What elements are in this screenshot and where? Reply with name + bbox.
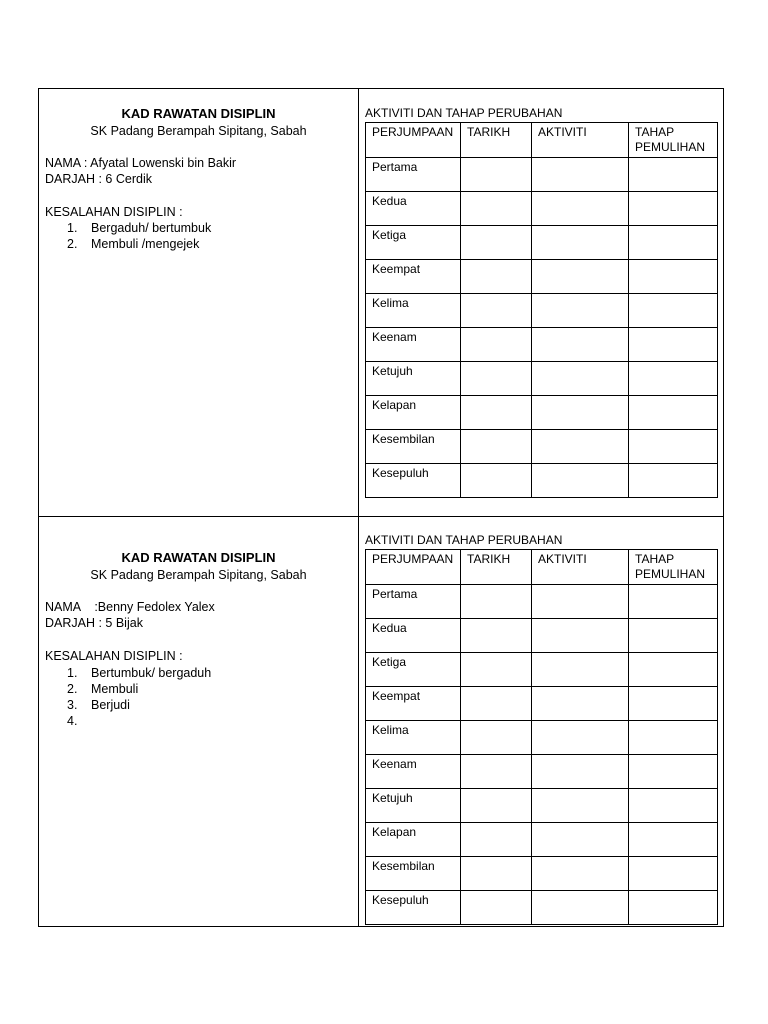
- table-row: [366, 362, 718, 396]
- meeting-label: Ketiga: [366, 653, 461, 687]
- activity-cell[interactable]: [532, 653, 629, 687]
- table-row: [366, 294, 718, 328]
- offence-item: 4.: [67, 714, 78, 728]
- date-cell[interactable]: [461, 823, 532, 857]
- recovery-cell[interactable]: [629, 891, 718, 925]
- column-header: TARIKH: [461, 550, 532, 585]
- student-info-panel: [39, 517, 358, 927]
- meeting-label: Ketujuh: [366, 789, 461, 823]
- activity-cell[interactable]: [532, 891, 629, 925]
- date-cell[interactable]: [461, 294, 532, 328]
- card-title: KAD RAWATAN DISIPLIN: [121, 106, 276, 121]
- meeting-label: Kesembilan: [366, 430, 461, 464]
- offence-item: 1. Bergaduh/ bertumbuk: [67, 221, 212, 235]
- column-header: PERJUMPAAN: [366, 123, 461, 158]
- activity-cell[interactable]: [532, 464, 629, 498]
- meeting-label: Kedua: [366, 192, 461, 226]
- table-title: AKTIVITI DAN TAHAP PERUBAHAN: [365, 533, 563, 547]
- table-row: [366, 721, 718, 755]
- student-class: DARJAH : 6 Cerdik: [45, 172, 152, 186]
- offence-list: [67, 665, 211, 729]
- column-header: AKTIVITI: [532, 550, 629, 585]
- meeting-label: Kesepuluh: [366, 891, 461, 925]
- school-name: SK Padang Berampah Sipitang, Sabah: [90, 568, 307, 582]
- offences-label: KESALAHAN DISIPLIN :: [45, 649, 183, 663]
- meeting-label: Kesembilan: [366, 857, 461, 891]
- meeting-label: Ketiga: [366, 226, 461, 260]
- date-cell[interactable]: [461, 857, 532, 891]
- meeting-label: Kedua: [366, 619, 461, 653]
- date-cell[interactable]: [461, 619, 532, 653]
- student-class: DARJAH : 5 Bijak: [45, 616, 143, 630]
- recovery-cell[interactable]: [629, 362, 718, 396]
- activity-cell[interactable]: [532, 294, 629, 328]
- recovery-cell[interactable]: [629, 328, 718, 362]
- column-header: PERJUMPAAN: [366, 550, 461, 585]
- activity-cell[interactable]: [532, 430, 629, 464]
- table-row: [366, 464, 718, 498]
- date-cell[interactable]: [461, 721, 532, 755]
- student-info-panel: [39, 89, 358, 516]
- card-title: KAD RAWATAN DISIPLIN: [121, 550, 276, 565]
- offence-item: 3. Berjudi: [67, 698, 130, 712]
- date-cell[interactable]: [461, 260, 532, 294]
- date-cell[interactable]: [461, 687, 532, 721]
- recovery-cell[interactable]: [629, 430, 718, 464]
- column-header: TAHAP PEMULIHAN: [629, 550, 718, 585]
- meeting-label: Kesepuluh: [366, 464, 461, 498]
- recovery-cell[interactable]: [629, 226, 718, 260]
- recovery-cell[interactable]: [629, 464, 718, 498]
- table-title: AKTIVITI DAN TAHAP PERUBAHAN: [365, 106, 563, 120]
- student-name: NAMA :Benny Fedolex Yalex: [45, 600, 215, 614]
- table-row: [366, 789, 718, 823]
- date-cell[interactable]: [461, 755, 532, 789]
- activity-cell[interactable]: [532, 328, 629, 362]
- table-header-row: [366, 550, 718, 585]
- table-row: [366, 857, 718, 891]
- activity-cell[interactable]: [532, 619, 629, 653]
- date-cell[interactable]: [461, 192, 532, 226]
- date-cell[interactable]: [461, 891, 532, 925]
- recovery-cell[interactable]: [629, 823, 718, 857]
- date-cell[interactable]: [461, 653, 532, 687]
- meeting-label: Keempat: [366, 687, 461, 721]
- date-cell[interactable]: [461, 158, 532, 192]
- meeting-label: Kelima: [366, 294, 461, 328]
- meeting-label: Kelapan: [366, 823, 461, 857]
- date-cell[interactable]: [461, 226, 532, 260]
- recovery-cell[interactable]: [629, 755, 718, 789]
- activity-cell[interactable]: [532, 823, 629, 857]
- recovery-cell[interactable]: [629, 857, 718, 891]
- offence-list: [67, 220, 211, 252]
- table-row: [366, 260, 718, 294]
- table-row: [366, 396, 718, 430]
- recovery-cell[interactable]: [629, 192, 718, 226]
- meeting-label: Kelima: [366, 721, 461, 755]
- activity-cell[interactable]: [532, 396, 629, 430]
- table-header-row: [366, 123, 718, 158]
- column-header: TARIKH: [461, 123, 532, 158]
- date-cell[interactable]: [461, 585, 532, 619]
- offence-item: 1. Bertumbuk/ bergaduh: [67, 666, 212, 680]
- table-row: [366, 619, 718, 653]
- page-frame: [38, 88, 724, 927]
- activity-cell[interactable]: [532, 789, 629, 823]
- table-row: [366, 430, 718, 464]
- recovery-cell[interactable]: [629, 158, 718, 192]
- recovery-cell[interactable]: [629, 396, 718, 430]
- table-row: [366, 891, 718, 925]
- table-row: [366, 226, 718, 260]
- meeting-label: Kelapan: [366, 396, 461, 430]
- activity-cell[interactable]: [532, 585, 629, 619]
- date-cell[interactable]: [461, 362, 532, 396]
- activity-cell[interactable]: [532, 687, 629, 721]
- recovery-cell[interactable]: [629, 687, 718, 721]
- table-row: [366, 192, 718, 226]
- activity-table: [365, 122, 718, 498]
- activity-panel: [359, 517, 725, 927]
- table-row: [366, 653, 718, 687]
- activity-cell[interactable]: [532, 755, 629, 789]
- table-row: [366, 687, 718, 721]
- meeting-label: Ketujuh: [366, 362, 461, 396]
- activity-cell[interactable]: [532, 192, 629, 226]
- student-name: NAMA : Afyatal Lowenski bin Bakir: [45, 156, 237, 170]
- table-row: [366, 158, 718, 192]
- activity-cell[interactable]: [532, 362, 629, 396]
- activity-table: [365, 549, 718, 925]
- meeting-label: Keempat: [366, 260, 461, 294]
- column-header: TAHAP PEMULIHAN: [629, 123, 718, 158]
- date-cell[interactable]: [461, 430, 532, 464]
- recovery-cell[interactable]: [629, 653, 718, 687]
- recovery-cell[interactable]: [629, 294, 718, 328]
- activity-panel: [359, 89, 725, 516]
- table-row: [366, 823, 718, 857]
- meeting-label: Pertama: [366, 585, 461, 619]
- recovery-cell[interactable]: [629, 721, 718, 755]
- meeting-label: Keenam: [366, 328, 461, 362]
- meeting-label: Keenam: [366, 755, 461, 789]
- activity-cell[interactable]: [532, 158, 629, 192]
- offence-item: 2. Membuli /mengejek: [67, 237, 200, 251]
- activity-cell[interactable]: [532, 721, 629, 755]
- table-row: [366, 328, 718, 362]
- recovery-cell[interactable]: [629, 585, 718, 619]
- date-cell[interactable]: [461, 328, 532, 362]
- activity-cell[interactable]: [532, 260, 629, 294]
- table-row: [366, 585, 718, 619]
- recovery-cell[interactable]: [629, 619, 718, 653]
- activity-cell[interactable]: [532, 857, 629, 891]
- table-row: [366, 755, 718, 789]
- recovery-cell[interactable]: [629, 789, 718, 823]
- meeting-label: Pertama: [366, 158, 461, 192]
- offence-item: 2. Membuli: [67, 682, 139, 696]
- recovery-cell[interactable]: [629, 260, 718, 294]
- date-cell[interactable]: [461, 789, 532, 823]
- date-cell[interactable]: [461, 464, 532, 498]
- discipline-card: [39, 89, 725, 516]
- discipline-card: [39, 517, 725, 927]
- school-name: SK Padang Berampah Sipitang, Sabah: [90, 124, 307, 138]
- date-cell[interactable]: [461, 396, 532, 430]
- offences-label: KESALAHAN DISIPLIN :: [45, 205, 183, 219]
- activity-cell[interactable]: [532, 226, 629, 260]
- column-header: AKTIVITI: [532, 123, 629, 158]
